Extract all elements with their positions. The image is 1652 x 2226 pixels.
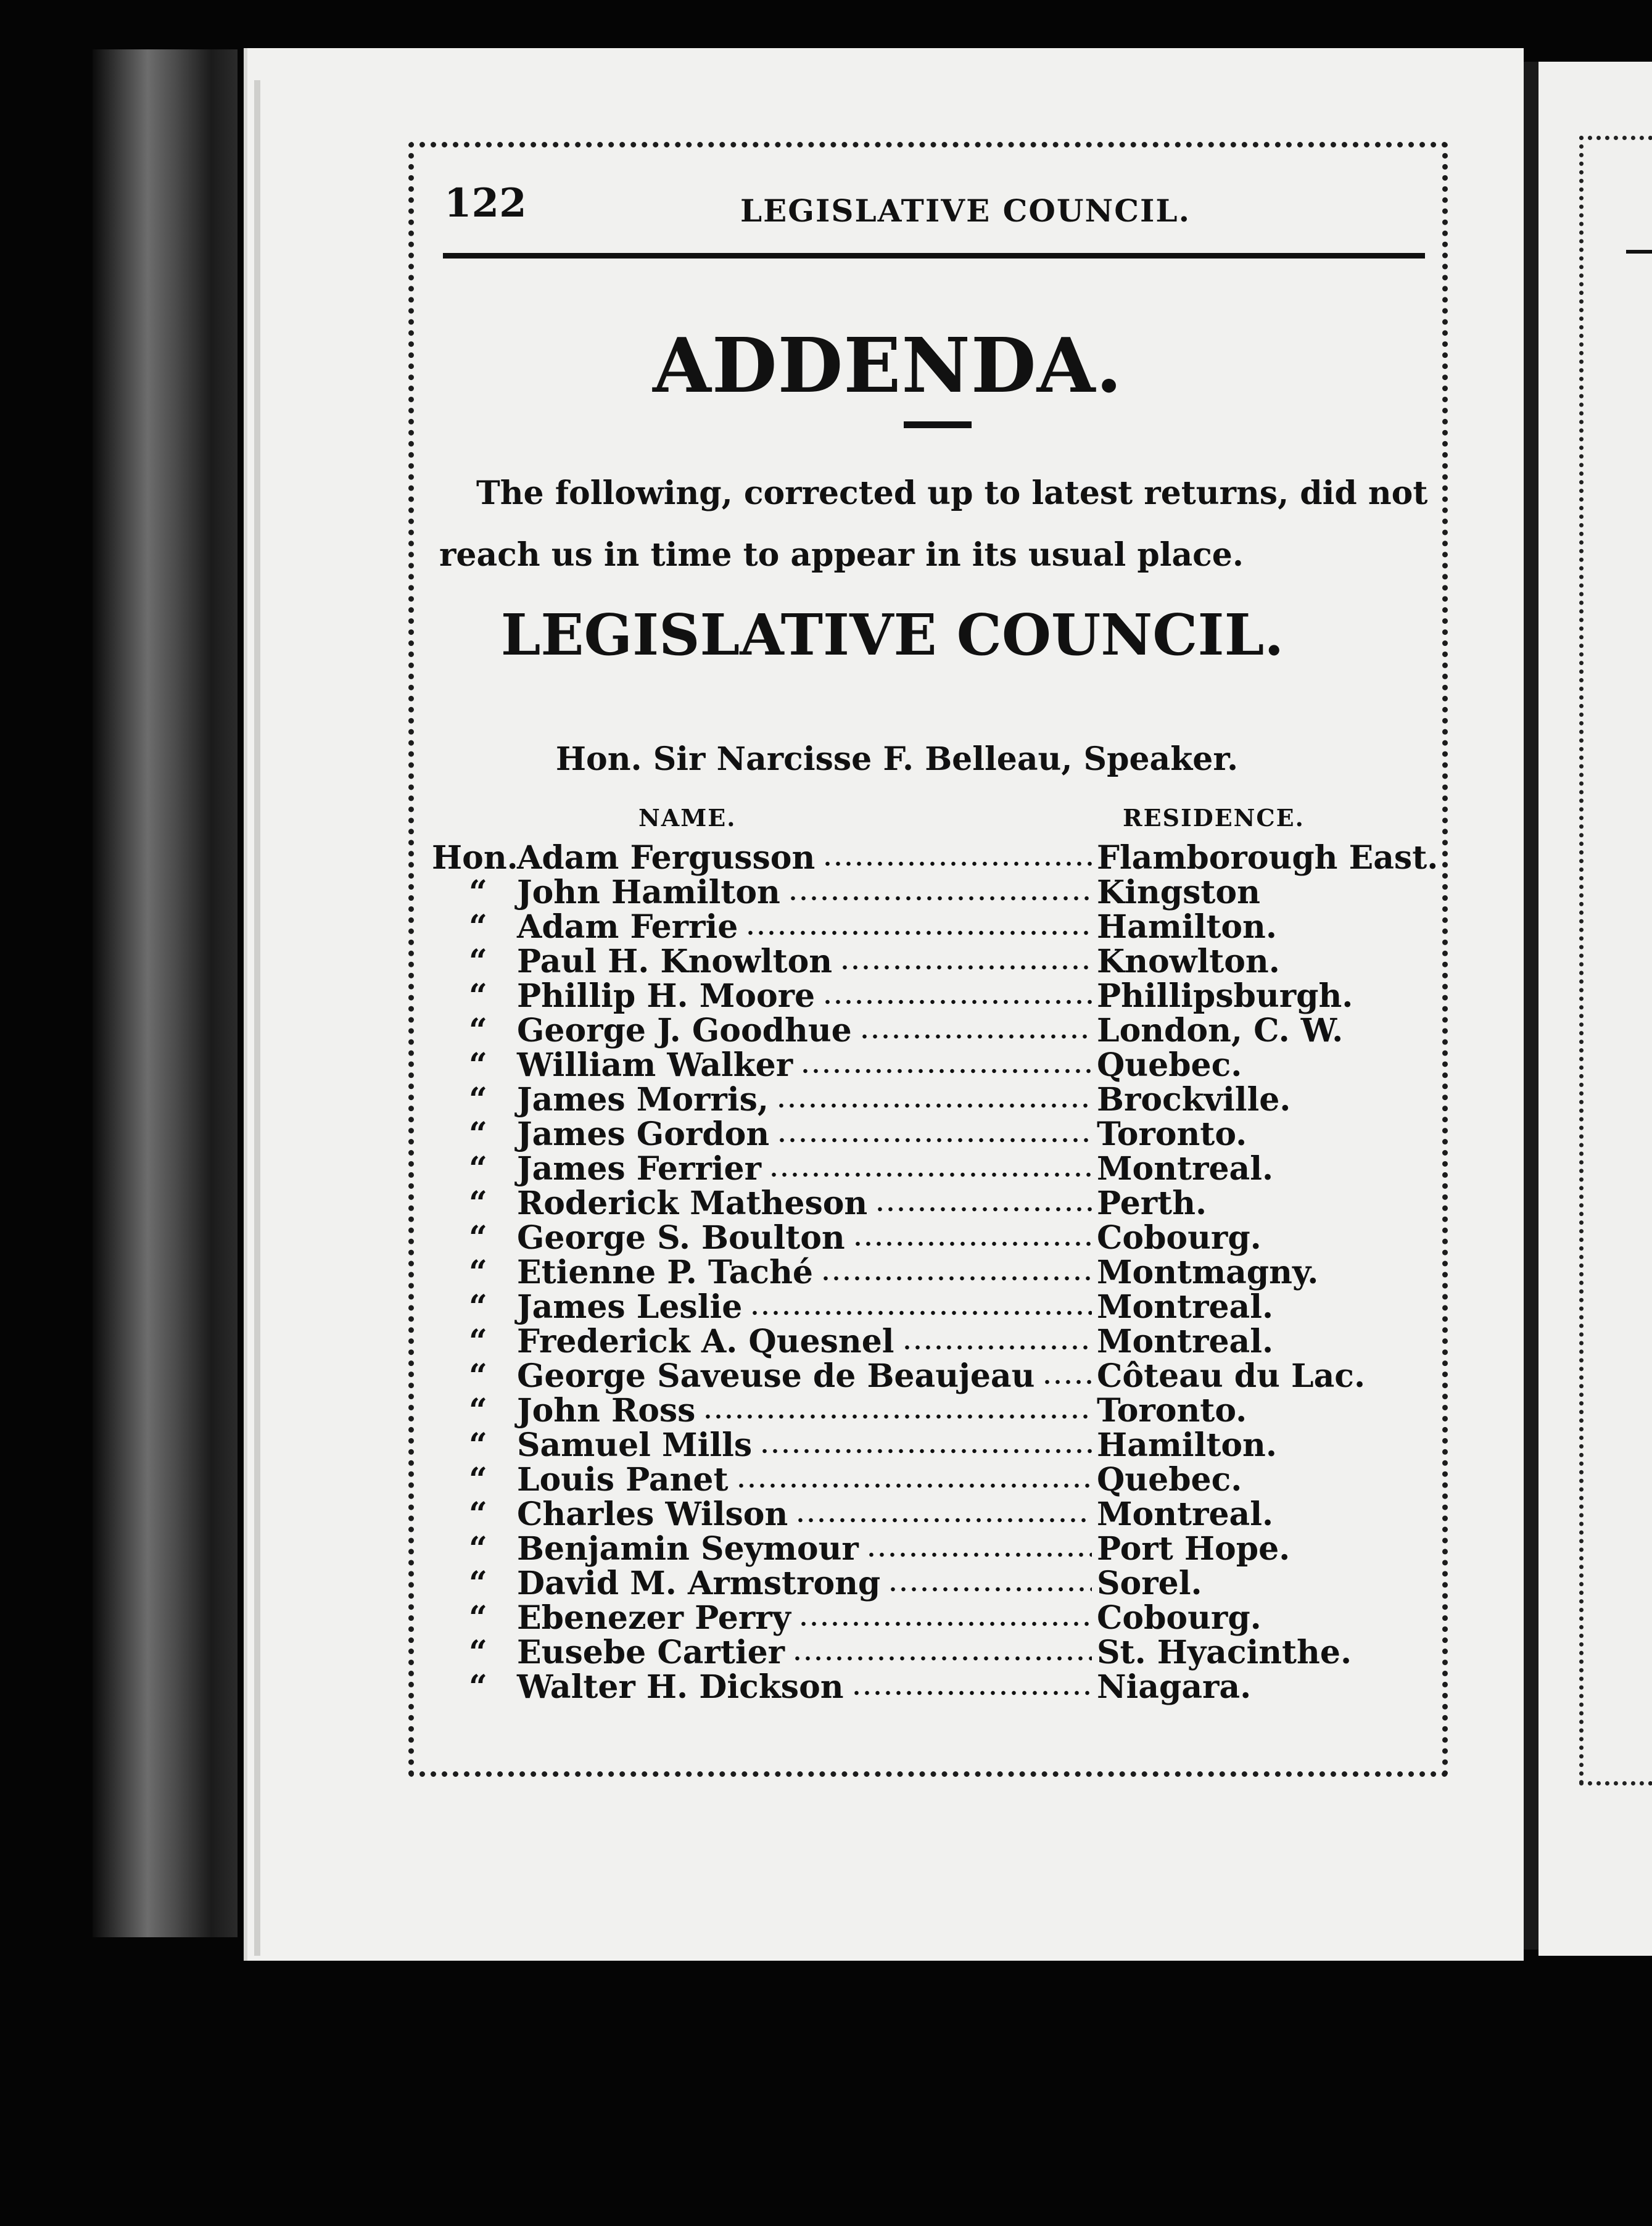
member-prefix: “ [469, 943, 487, 980]
member-prefix: “ [469, 1115, 487, 1153]
leader-dots [820, 1276, 1092, 1281]
member-prefix: “ [469, 1496, 487, 1533]
member-name: Phillip H. Moore [517, 977, 816, 1015]
member-residence: Montreal. [1097, 1288, 1274, 1326]
member-name: James Leslie [517, 1288, 743, 1326]
header-rule [443, 253, 1425, 259]
member-name: James Ferrier [517, 1150, 761, 1188]
member-prefix: “ [469, 1046, 487, 1084]
leader-dots [792, 1656, 1092, 1661]
column-header-name: NAME. [638, 804, 737, 832]
member-name: Ebenezer Perry [517, 1599, 791, 1637]
title-rule [904, 421, 972, 428]
page-number: 122 [444, 180, 527, 226]
leader-dots [750, 1310, 1092, 1315]
member-prefix: Hon. [432, 839, 518, 877]
leader-dots [769, 1172, 1092, 1177]
member-prefix: “ [469, 1150, 487, 1188]
member-row [432, 1288, 1443, 1326]
member-row [432, 1530, 1443, 1568]
leader-dots [888, 1587, 1092, 1592]
leader-dots [736, 1483, 1092, 1488]
speaker-line: Hon. Sir Narcisse F. Belleau, Speaker. [555, 740, 1239, 778]
member-prefix: “ [469, 1634, 487, 1671]
leader-dots [703, 1414, 1092, 1419]
leader-dots [1042, 1380, 1092, 1384]
leader-dots [800, 1069, 1092, 1074]
leader-dots [745, 930, 1092, 935]
member-name: George Saveuse de Beaujeau [517, 1357, 1035, 1395]
member-row [432, 1392, 1443, 1430]
member-prefix: “ [469, 1219, 487, 1257]
member-residence: Hamilton. [1097, 908, 1277, 946]
member-row [432, 1668, 1443, 1706]
member-name: James Gordon [517, 1115, 770, 1153]
member-prefix: “ [469, 1012, 487, 1049]
column-header-residence: RESIDENCE. [1123, 804, 1305, 832]
leader-dots [798, 1621, 1092, 1626]
leader-dots [759, 1449, 1092, 1454]
member-name: Paul H. Knowlton [517, 943, 833, 980]
member-prefix: “ [469, 1323, 487, 1360]
member-row [432, 943, 1443, 980]
member-prefix: “ [469, 1185, 487, 1222]
member-row [432, 839, 1443, 877]
member-name: Etienne P. Taché [517, 1254, 813, 1291]
member-residence: Knowlton. [1097, 943, 1280, 980]
member-row [432, 1012, 1443, 1049]
member-residence: Toronto. [1097, 1115, 1247, 1153]
member-name: George J. Goodhue [517, 1012, 852, 1049]
member-prefix: “ [469, 1530, 487, 1568]
member-residence: Perth. [1097, 1185, 1207, 1222]
member-row [432, 1185, 1443, 1222]
member-row [432, 1565, 1443, 1602]
section-title: LEGISLATIVE COUNCIL. [500, 602, 1284, 668]
leader-dots [866, 1552, 1092, 1557]
member-residence: Montreal. [1097, 1323, 1274, 1360]
member-residence: Montreal. [1097, 1150, 1274, 1188]
member-row [432, 1150, 1443, 1188]
member-residence: Sorel. [1097, 1565, 1202, 1602]
member-row [432, 1254, 1443, 1291]
member-name: Samuel Mills [517, 1426, 753, 1464]
leader-dots [822, 861, 1092, 866]
member-name: Adam Ferrie [517, 908, 738, 946]
member-residence: Niagara. [1097, 1668, 1252, 1706]
leader-dots [859, 1034, 1092, 1039]
member-name: James Morris, [517, 1081, 769, 1119]
leader-dots [840, 965, 1092, 970]
member-prefix: “ [469, 1392, 487, 1430]
member-prefix: “ [469, 1599, 487, 1637]
member-residence: Cobourg. [1097, 1219, 1262, 1257]
page-title: ADDENDA. [653, 321, 1123, 410]
member-residence: Montmagny. [1097, 1254, 1319, 1291]
member-prefix: “ [469, 1288, 487, 1326]
member-name: Benjamin Seymour [517, 1530, 859, 1568]
member-residence: St. Hyacinthe. [1097, 1634, 1352, 1671]
member-prefix: “ [469, 1461, 487, 1499]
member-prefix: “ [469, 977, 487, 1015]
leader-dots [795, 1518, 1092, 1523]
member-row [432, 1426, 1443, 1464]
member-prefix: “ [469, 874, 487, 911]
member-row [432, 1219, 1443, 1257]
member-residence: Hamilton. [1097, 1426, 1277, 1464]
member-name: John Ross [517, 1392, 696, 1430]
leader-dots [788, 896, 1092, 901]
leader-dots [822, 999, 1092, 1004]
member-row [432, 1115, 1443, 1153]
member-prefix: “ [469, 1668, 487, 1706]
member-residence: London, C. W. [1097, 1012, 1344, 1049]
leader-dots [777, 1138, 1092, 1143]
member-residence: Toronto. [1097, 1392, 1247, 1430]
member-residence: Flamborough East. [1097, 839, 1439, 877]
member-name: Frederick A. Quesnel [517, 1323, 894, 1360]
member-row [432, 1634, 1443, 1671]
member-row [432, 977, 1443, 1015]
member-name: William Walker [517, 1046, 793, 1084]
facing-page-rule [1626, 250, 1652, 254]
member-row [432, 1323, 1443, 1360]
member-prefix: “ [469, 908, 487, 946]
member-name: David M. Armstrong [517, 1565, 881, 1602]
member-row [432, 1357, 1443, 1395]
member-prefix: “ [469, 1357, 487, 1395]
member-name: Walter H. Dickson [517, 1668, 844, 1706]
member-residence: Cobourg. [1097, 1599, 1262, 1637]
member-list [432, 839, 1443, 1706]
member-row [432, 1496, 1443, 1533]
member-row [432, 874, 1443, 911]
member-row [432, 908, 1443, 946]
member-row [432, 1081, 1443, 1119]
member-residence: Kingston [1097, 874, 1260, 911]
leader-dots [853, 1241, 1092, 1246]
leader-dots [875, 1207, 1092, 1212]
member-residence: Phillipsburgh. [1097, 977, 1353, 1015]
page-header [444, 180, 1425, 236]
leader-dots [902, 1345, 1092, 1350]
member-name: John Hamilton [517, 874, 780, 911]
member-row [432, 1046, 1443, 1084]
running-head: LEGISLATIVE COUNCIL. [740, 192, 1191, 229]
member-residence: Quebec. [1097, 1461, 1242, 1499]
member-residence: Port Hope. [1097, 1530, 1291, 1568]
member-prefix: “ [469, 1565, 487, 1602]
member-name: George S. Boulton [517, 1219, 845, 1257]
member-name: Eusebe Cartier [517, 1634, 785, 1671]
member-row [432, 1461, 1443, 1499]
member-residence: Côteau du Lac. [1097, 1357, 1366, 1395]
intro-paragraph: The following, corrected up to latest returns, did not reach us in time to appear in its usual place. [439, 474, 1428, 574]
leader-dots [851, 1690, 1092, 1695]
member-name: Charles Wilson [517, 1496, 788, 1533]
member-name: Louis Panet [517, 1461, 729, 1499]
member-name: Roderick Matheson [517, 1185, 868, 1222]
member-name: Adam Fergusson [517, 839, 816, 877]
member-prefix: “ [469, 1081, 487, 1119]
member-row [432, 1599, 1443, 1637]
leader-dots [776, 1103, 1092, 1108]
member-residence: Montreal. [1097, 1496, 1274, 1533]
member-prefix: “ [469, 1426, 487, 1464]
member-prefix: “ [469, 1254, 487, 1291]
member-residence: Quebec. [1097, 1046, 1242, 1084]
member-residence: Brockville. [1097, 1081, 1291, 1119]
